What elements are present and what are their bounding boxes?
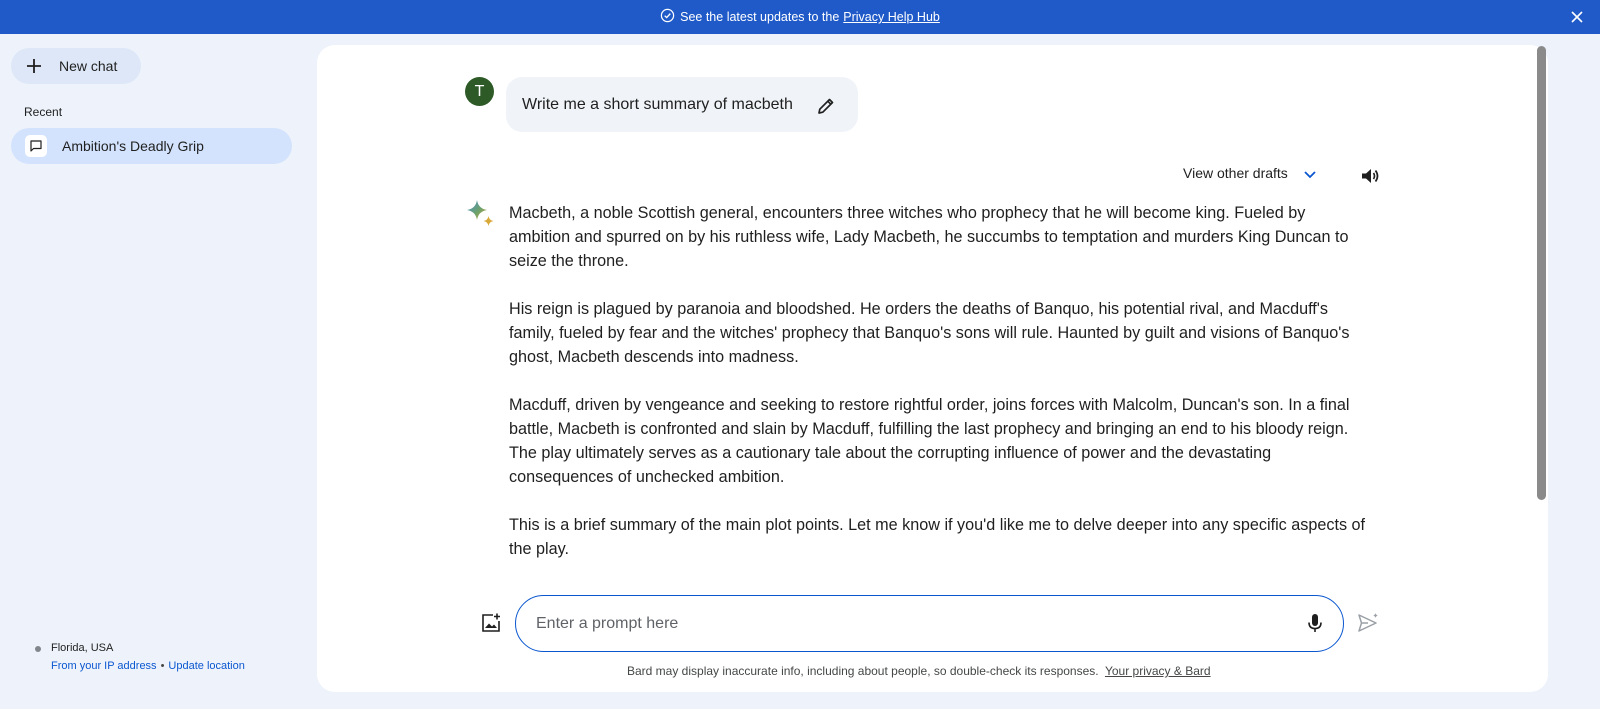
location-status [36, 642, 113, 654]
verified-check-icon [660, 8, 675, 23]
microphone-icon[interactable] [1304, 612, 1326, 634]
view-drafts-label: View other drafts [1183, 165, 1288, 181]
close-icon[interactable] [1568, 8, 1586, 26]
view-other-drafts-button[interactable] [1183, 164, 1318, 182]
prompt-input[interactable] [536, 615, 1276, 633]
response-paragraph: This is a brief summary of the main plot points. Let me know if you'd like me to delve deeper into any specific aspects of the play. [509, 516, 1366, 558]
privacy-bard-link[interactable]: Your privacy & Bard [1104, 664, 1211, 678]
sidebar [0, 34, 310, 709]
response-paragraph: His reign is plagued by paranoia and bloodshed. He orders the deaths of Banquo, his potential rival, and Macduff's family, fueled by fear and the witches' prophecy that Banquo's sons will rule. Haunted by guilt and visions of Banquo's ghost, Macbeth descends into madness. [509, 300, 1350, 366]
plus-icon [25, 57, 43, 75]
user-prompt-text: Write me a short summary of macbeth [522, 95, 793, 113]
add-image-icon[interactable] [480, 612, 502, 634]
update-location-link[interactable]: Update location [168, 660, 245, 672]
disclaimer [627, 664, 1211, 678]
ip-address-link[interactable]: From your IP address [51, 660, 157, 672]
user-prompt-bubble [506, 77, 858, 132]
privacy-banner [0, 0, 1600, 34]
privacy-help-hub-link[interactable]: Privacy Help Hub [843, 10, 940, 24]
edit-pencil-icon[interactable] [815, 95, 837, 117]
bard-response [509, 201, 1369, 585]
user-avatar: T [465, 77, 494, 106]
chat-bubble-icon [25, 135, 47, 157]
new-chat-button[interactable] [11, 48, 141, 84]
banner-text: See the latest updates to the [680, 10, 840, 24]
response-paragraph: Macduff, driven by vengeance and seeking to restore rightful order, joins forces with Malcolm, Duncan's son. In a final battle, Macbeth is confronted and slain by Macduff, fulfilling the last prophecy and bringing an end to his bloody reign. The play ultimately serves as a cautionary tale about the corrupting influence of power and the devastating consequences of unchecked ambition. [509, 396, 1350, 486]
send-icon[interactable] [1356, 611, 1380, 635]
bard-sparkle-icon [466, 199, 496, 229]
location-links [51, 660, 245, 672]
chevron-down-icon [1302, 166, 1318, 182]
response-paragraph: Macbeth, a noble Scottish general, encounters three witches who prophecy that he will become king. Fueled by ambition and spurred on by his ruthless wife, Lady Macbeth, he succumbs to temptation and murders King Duncan to seize the throne. [509, 204, 1349, 270]
scrollbar[interactable] [1537, 46, 1546, 500]
location-dot-icon [35, 646, 41, 652]
prompt-input-container [515, 595, 1344, 652]
location-separator: • [160, 660, 165, 672]
recent-chat-label: Ambition's Deadly Grip [62, 138, 204, 154]
new-chat-label: New chat [59, 58, 118, 74]
recent-heading: Recent [24, 105, 63, 119]
recent-chat-item[interactable] [11, 128, 292, 164]
speaker-icon[interactable] [1359, 165, 1381, 187]
location-place: Florida, USA [51, 642, 114, 654]
disclaimer-text: Bard may display inaccurate info, including about people, so double-check its responses. [627, 664, 1099, 678]
